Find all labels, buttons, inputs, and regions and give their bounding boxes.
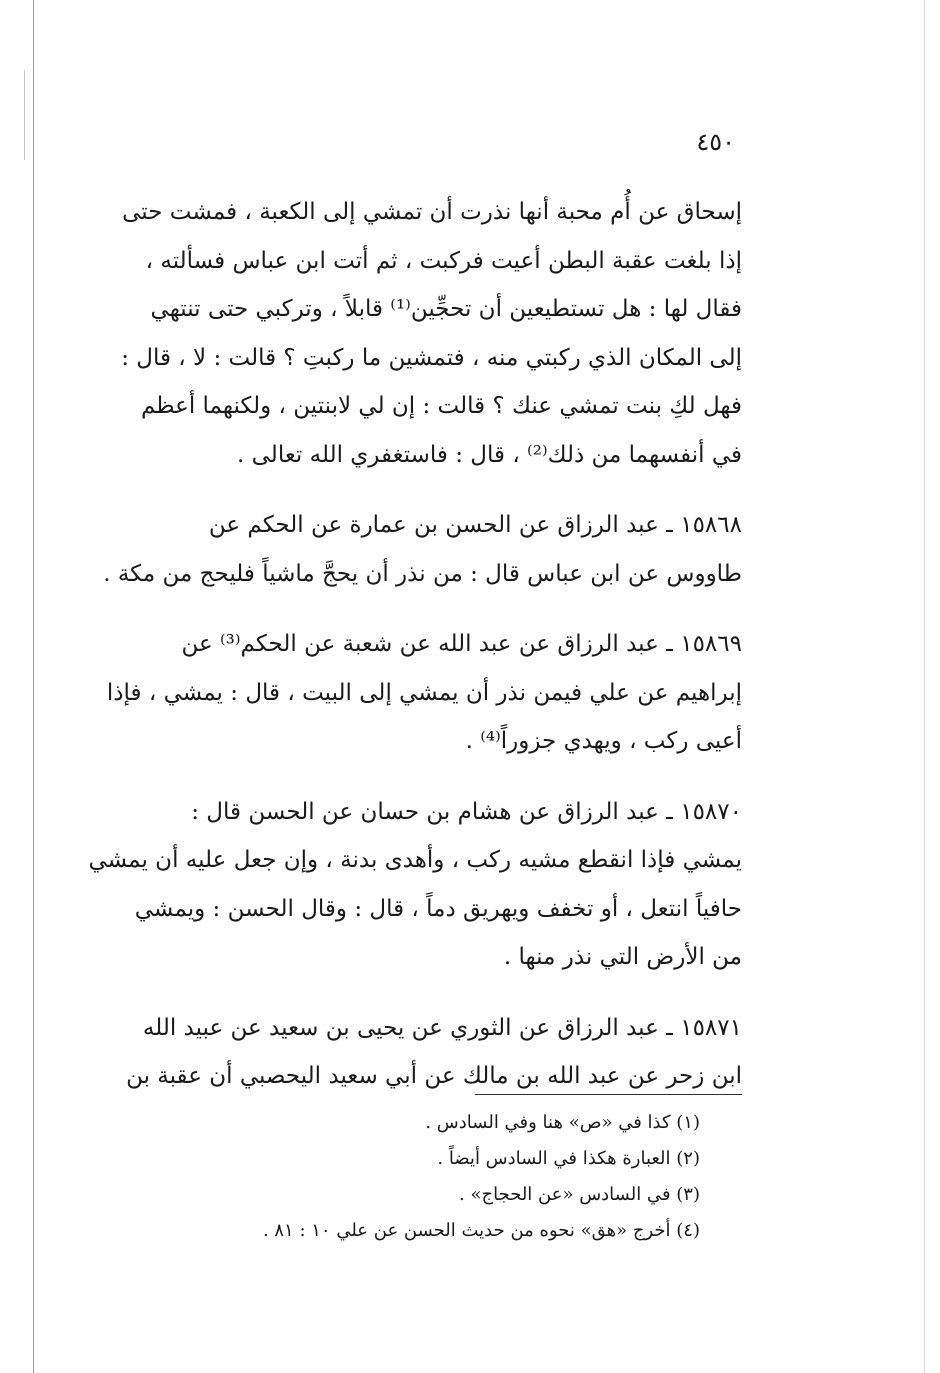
text-line: ١٥٨٧١ ـ عبد الرزاق عن الثوري عن يحيى بن سعيد عن عبيد الله: [142, 1014, 742, 1041]
text-line: من الأرض التي نذر منها .: [503, 944, 742, 970]
text-line: فقال لها : هل تستطيعين أن تحجِّين⁽¹⁾ قابلاً ، وتركبي حتى تنتهي: [150, 296, 742, 322]
text-line: حافياً انتعل ، أو تخفف ويهريق دماً ، قال : وقال الحسن : ويمشي: [134, 895, 742, 922]
footnotes: [200, 1105, 700, 1249]
main-text: [78, 188, 742, 1109]
page-edge-line: [33, 0, 34, 1373]
text-line: أعيى ركب ، ويهدي جزوراً⁽⁴⁾ .: [465, 728, 742, 754]
footnote-divider: [475, 1094, 742, 1095]
text-line: إبراهيم عن علي فيمن نذر أن يمشي إلى البيت ، قال : يمشي ، فإذا: [106, 679, 742, 706]
hadith-paragraph: [78, 1004, 742, 1101]
text-line: ابن زحر عن عبد الله بن مالك عن أبي سعيد اليحصبي أن عقبة بن: [126, 1063, 742, 1089]
hadith-paragraph: [78, 788, 742, 982]
text-line: طاووس عن ابن عباس قال : من نذر أن يحجَّ ماشياً فليحج من مكة .: [103, 560, 742, 587]
text-line: إلى المكان الذي ركبتي منه ، فتمشين ما ركبتِ ؟ قالت : لا ، قال :: [121, 344, 742, 371]
page-edge-line: [24, 70, 25, 160]
footnote: (٤) أخرج «هق» نحوه من حديث الحسن عن علي ١٠ : ٨١ .: [262, 1220, 700, 1241]
text-line: يمشي فإذا انقطع مشيه ركب ، وأهدى بدنة ، وإن جعل عليه أن يمشي: [88, 847, 742, 873]
text-line: في أنفسهما من ذلك⁽²⁾ ، قال : فاستغفري الله تعالى .: [237, 441, 742, 468]
text-line: ١٥٨٦٩ ـ عبد الرزاق عن عبد الله عن شعبة عن الحكم⁽³⁾ عن: [181, 631, 742, 657]
page-number: ٤٥٠: [696, 128, 735, 156]
footnote: (٣) في السادس «عن الحجاج» .: [459, 1184, 700, 1205]
text-line: ١٥٨٦٨ ـ عبد الرزاق عن الحسن بن عمارة عن الحكم عن: [208, 512, 742, 538]
text-line: إسحاق عن أُم محبة أنها نذرت أن تمشي إلى الكعبة ، فمشت حتى: [122, 199, 742, 225]
footnote: (١) كذا في «ص» هنا وفي السادس .: [425, 1112, 700, 1133]
text-line: ١٥٨٧٠ ـ عبد الرزاق عن هشام بن حسان عن الحسن قال :: [191, 798, 742, 825]
page-edge-line: [924, 0, 925, 1373]
hadith-paragraph: [78, 620, 742, 766]
text-line: إذا بلغت عقبة البطن أعيت فركبت ، ثم أتت ابن عباس فسألته ،: [145, 247, 742, 274]
hadith-paragraph: [78, 501, 742, 598]
paragraph: [78, 188, 742, 479]
text-line: فهل لكِ بنت تمشي عنك ؟ قالت : إن لي لابنتين ، ولكنهما أعظم: [140, 393, 742, 419]
footnote: (٢) العبارة هكذا في السادس أيضاً .: [437, 1148, 700, 1169]
